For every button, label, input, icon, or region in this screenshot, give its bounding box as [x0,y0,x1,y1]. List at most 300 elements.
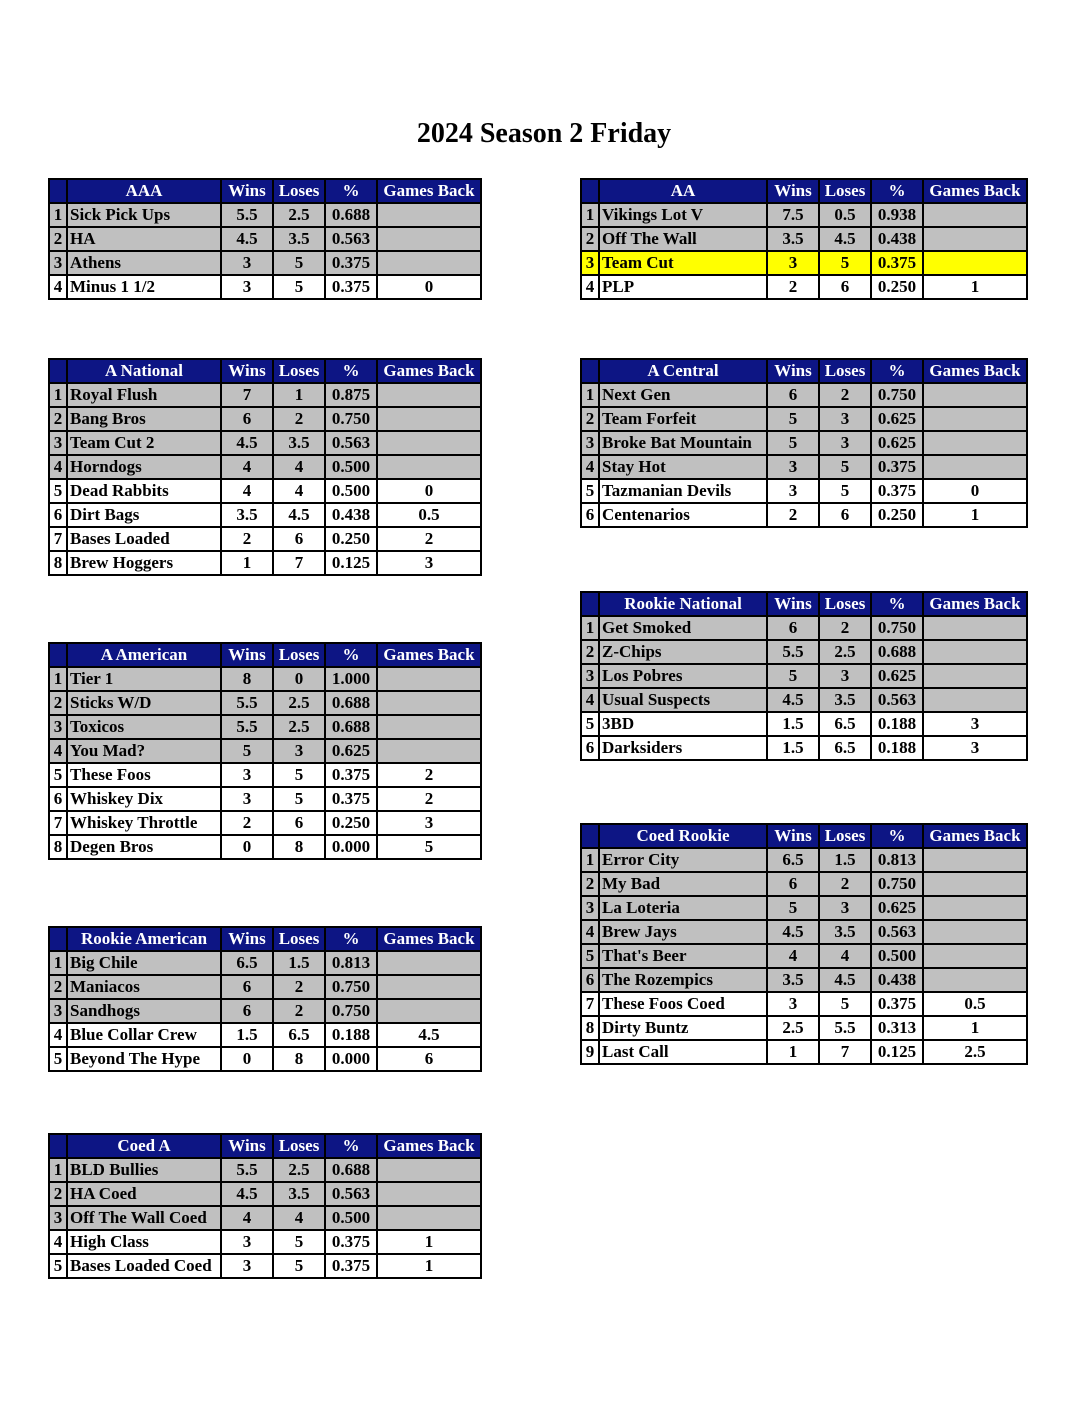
pct-cell: 0.688 [325,1158,377,1182]
games-back-cell [377,1206,481,1230]
table-row [581,872,1027,896]
wins-cell: 3 [221,251,273,275]
table-row [581,968,1027,992]
rank-cell: 2 [49,227,67,251]
table-row [49,999,481,1023]
team-name-cell: Blue Collar Crew [67,1023,221,1047]
pct-cell: 0.375 [325,275,377,299]
header-wins: Wins [767,592,819,616]
games-back-cell [923,455,1027,479]
loses-cell: 8 [273,1047,325,1071]
loses-cell: 0.5 [819,203,871,227]
pct-cell: 0.000 [325,1047,377,1071]
team-name-cell: Royal Flush [67,383,221,407]
pct-cell: 0.813 [325,951,377,975]
team-name-cell: Stay Hot [599,455,767,479]
wins-cell: 5 [767,431,819,455]
wins-cell: 5.5 [767,640,819,664]
header-wins: Wins [221,179,273,203]
games-back-cell [377,951,481,975]
wins-cell: 1 [767,1040,819,1064]
wins-cell: 6.5 [767,848,819,872]
team-name-cell: Tier 1 [67,667,221,691]
loses-cell: 6.5 [273,1023,325,1047]
header-rank [49,179,67,203]
team-name-cell: Minus 1 1/2 [67,275,221,299]
rank-cell: 7 [49,527,67,551]
wins-cell: 4.5 [767,688,819,712]
loses-cell: 2 [819,872,871,896]
games-back-cell [923,664,1027,688]
pct-cell: 0.250 [871,275,923,299]
header-wins: Wins [767,179,819,203]
team-name-cell: Sticks W/D [67,691,221,715]
wins-cell: 5.5 [221,203,273,227]
games-back-cell [923,431,1027,455]
games-back-cell: 6 [377,1047,481,1071]
pct-cell: 0.563 [325,431,377,455]
header-pct: % [325,179,377,203]
header-wins: Wins [221,643,273,667]
pct-cell: 0.750 [871,616,923,640]
loses-cell: 2 [819,383,871,407]
loses-cell: 5 [273,787,325,811]
pct-cell: 0.188 [871,736,923,760]
header-loses: Loses [273,179,325,203]
wins-cell: 0 [221,1047,273,1071]
table-row [49,1206,481,1230]
pct-cell: 0.500 [325,455,377,479]
loses-cell: 1.5 [273,951,325,975]
loses-cell: 2 [819,616,871,640]
pct-cell: 0.313 [871,1016,923,1040]
rank-cell: 1 [581,383,599,407]
games-back-cell [377,227,481,251]
table-row [49,975,481,999]
games-back-cell [377,1158,481,1182]
pct-cell: 0.563 [871,920,923,944]
loses-cell: 6 [819,503,871,527]
rank-cell: 3 [49,999,67,1023]
pct-cell: 0.125 [325,551,377,575]
header-games-back: Games Back [377,179,481,203]
header-wins: Wins [767,359,819,383]
header-row [581,179,1027,203]
pct-cell: 0.688 [325,715,377,739]
wins-cell: 4 [221,1206,273,1230]
team-name-cell: Vikings Lot V [599,203,767,227]
standings-table-a-american [48,642,482,860]
wins-cell: 8 [221,667,273,691]
pct-cell: 0.375 [871,251,923,275]
header-loses: Loses [819,179,871,203]
header-loses: Loses [273,643,325,667]
wins-cell: 6 [221,407,273,431]
games-back-cell [377,999,481,1023]
table-row [581,203,1027,227]
rank-cell: 5 [49,1254,67,1278]
team-name-cell: Broke Bat Mountain [599,431,767,455]
rank-cell: 9 [581,1040,599,1064]
loses-cell: 7 [273,551,325,575]
wins-cell: 2.5 [767,1016,819,1040]
pct-cell: 0.500 [325,479,377,503]
rank-cell: 7 [49,811,67,835]
loses-cell: 4 [273,455,325,479]
team-name-cell: These Foos Coed [599,992,767,1016]
wins-cell: 5.5 [221,715,273,739]
standings-table-a-central [580,358,1028,528]
rank-cell: 4 [49,739,67,763]
games-back-cell [377,667,481,691]
pct-cell: 0.188 [325,1023,377,1047]
loses-cell: 5 [819,455,871,479]
wins-cell: 3.5 [767,227,819,251]
games-back-cell [923,920,1027,944]
wins-cell: 0 [221,835,273,859]
loses-cell: 1.5 [819,848,871,872]
rank-cell: 5 [49,763,67,787]
loses-cell: 2.5 [273,203,325,227]
games-back-cell: 4.5 [377,1023,481,1047]
table-row [49,503,481,527]
wins-cell: 5 [767,896,819,920]
games-back-cell [923,968,1027,992]
rank-cell: 6 [581,968,599,992]
team-name-cell: Bases Loaded Coed [67,1254,221,1278]
header-division-name: Rookie National [599,592,767,616]
team-name-cell: These Foos [67,763,221,787]
wins-cell: 3 [221,763,273,787]
header-rank [581,359,599,383]
pct-cell: 0.375 [325,787,377,811]
pct-cell: 0.938 [871,203,923,227]
wins-cell: 1.5 [767,712,819,736]
loses-cell: 2.5 [273,691,325,715]
header-division-name: A National [67,359,221,383]
table-row [49,787,481,811]
games-back-cell [923,407,1027,431]
pct-cell: 0.375 [325,1254,377,1278]
loses-cell: 6.5 [819,712,871,736]
loses-cell: 3.5 [273,227,325,251]
rank-cell: 4 [49,1230,67,1254]
rank-cell: 4 [581,920,599,944]
pct-cell: 0.688 [325,203,377,227]
pct-cell: 0.375 [871,992,923,1016]
header-pct: % [325,1134,377,1158]
header-wins: Wins [221,927,273,951]
table-row [49,551,481,575]
wins-cell: 1.5 [767,736,819,760]
rank-cell: 5 [581,479,599,503]
table-row [581,944,1027,968]
header-row [49,359,481,383]
rank-cell: 3 [581,431,599,455]
pct-cell: 0.000 [325,835,377,859]
rank-cell: 5 [581,944,599,968]
loses-cell: 7 [819,1040,871,1064]
rank-cell: 8 [581,1016,599,1040]
team-name-cell: High Class [67,1230,221,1254]
wins-cell: 4.5 [221,227,273,251]
team-name-cell: 3BD [599,712,767,736]
header-rank [49,1134,67,1158]
pct-cell: 0.625 [871,431,923,455]
games-back-cell [377,975,481,999]
table-row [49,715,481,739]
loses-cell: 2.5 [273,715,325,739]
pct-cell: 0.625 [325,739,377,763]
loses-cell: 3 [273,739,325,763]
rank-cell: 1 [49,667,67,691]
team-name-cell: Los Pobres [599,664,767,688]
header-pct: % [325,359,377,383]
table-row [49,455,481,479]
loses-cell: 3 [819,664,871,688]
rank-cell: 2 [581,640,599,664]
wins-cell: 2 [767,275,819,299]
rank-cell: 2 [581,227,599,251]
standings-table-rookie-national [580,591,1028,761]
table-row [581,479,1027,503]
games-back-cell [377,455,481,479]
table-row [49,203,481,227]
wins-cell: 3 [221,1254,273,1278]
wins-cell: 3.5 [221,503,273,527]
pct-cell: 0.625 [871,407,923,431]
loses-cell: 5 [273,251,325,275]
rank-cell: 6 [581,736,599,760]
games-back-cell: 0 [377,275,481,299]
table-row [581,712,1027,736]
team-name-cell: Athens [67,251,221,275]
loses-cell: 2.5 [273,1158,325,1182]
team-name-cell: Toxicos [67,715,221,739]
table-row [581,920,1027,944]
table-row [49,763,481,787]
header-row [581,359,1027,383]
games-back-cell [923,872,1027,896]
loses-cell: 6 [273,811,325,835]
rank-cell: 5 [581,712,599,736]
team-name-cell: PLP [599,275,767,299]
pct-cell: 0.375 [325,251,377,275]
header-loses: Loses [273,1134,325,1158]
pct-cell: 0.750 [325,407,377,431]
rank-cell: 7 [581,992,599,1016]
table-row [581,736,1027,760]
games-back-cell [377,691,481,715]
header-pct: % [325,643,377,667]
pct-cell: 1.000 [325,667,377,691]
header-games-back: Games Back [923,824,1027,848]
loses-cell: 6 [273,527,325,551]
team-name-cell: Big Chile [67,951,221,975]
pct-cell: 0.375 [871,455,923,479]
table-row [581,503,1027,527]
wins-cell: 3 [767,251,819,275]
header-games-back: Games Back [923,592,1027,616]
wins-cell: 3.5 [767,968,819,992]
table-row [581,848,1027,872]
header-loses: Loses [819,359,871,383]
table-row [581,251,1027,275]
header-loses: Loses [819,592,871,616]
wins-cell: 2 [221,811,273,835]
team-name-cell: Off The Wall Coed [67,1206,221,1230]
games-back-cell [377,739,481,763]
pct-cell: 0.375 [325,763,377,787]
games-back-cell: 0 [923,479,1027,503]
games-back-cell [377,715,481,739]
games-back-cell [923,944,1027,968]
rank-cell: 2 [49,691,67,715]
team-name-cell: HA Coed [67,1182,221,1206]
team-name-cell: Whiskey Dix [67,787,221,811]
pct-cell: 0.563 [325,227,377,251]
wins-cell: 4 [767,944,819,968]
games-back-cell: 0.5 [377,503,481,527]
games-back-cell [377,251,481,275]
header-wins: Wins [767,824,819,848]
team-name-cell: Usual Suspects [599,688,767,712]
games-back-cell [923,688,1027,712]
team-name-cell: Sick Pick Ups [67,203,221,227]
loses-cell: 6 [819,275,871,299]
table-row [49,811,481,835]
standings-table-aaa [48,178,482,300]
team-name-cell: That's Beer [599,944,767,968]
rank-cell: 3 [49,715,67,739]
table-row [581,616,1027,640]
wins-cell: 6.5 [221,951,273,975]
wins-cell: 7 [221,383,273,407]
table-row [49,951,481,975]
games-back-cell: 3 [377,811,481,835]
loses-cell: 5 [273,763,325,787]
loses-cell: 3 [819,407,871,431]
header-games-back: Games Back [923,179,1027,203]
page-title: 2024 Season 2 Friday [416,118,672,149]
wins-cell: 6 [221,975,273,999]
header-pct: % [325,927,377,951]
team-name-cell: Centenarios [599,503,767,527]
rank-cell: 5 [49,479,67,503]
loses-cell: 5 [819,992,871,1016]
table-row [581,688,1027,712]
table-row [49,739,481,763]
team-name-cell: Team Forfeit [599,407,767,431]
loses-cell: 0 [273,667,325,691]
table-row [49,431,481,455]
header-loses: Loses [273,927,325,951]
wins-cell: 5 [221,739,273,763]
header-wins: Wins [221,1134,273,1158]
pct-cell: 0.750 [325,975,377,999]
standings-table-rookie-american [48,926,482,1072]
header-row [49,643,481,667]
loses-cell: 4.5 [273,503,325,527]
table-row [49,667,481,691]
rank-cell: 4 [49,1023,67,1047]
table-row [581,275,1027,299]
header-pct: % [871,824,923,848]
games-back-cell: 0 [377,479,481,503]
wins-cell: 2 [767,503,819,527]
wins-cell: 6 [767,383,819,407]
header-loses: Loses [273,359,325,383]
header-rank [581,592,599,616]
wins-cell: 7.5 [767,203,819,227]
loses-cell: 3 [819,431,871,455]
team-name-cell: Brew Jays [599,920,767,944]
pct-cell: 0.500 [325,1206,377,1230]
wins-cell: 4 [221,455,273,479]
rank-cell: 8 [49,835,67,859]
rank-cell: 1 [49,1158,67,1182]
header-games-back: Games Back [377,643,481,667]
pct-cell: 0.438 [871,227,923,251]
wins-cell: 6 [221,999,273,1023]
loses-cell: 4.5 [819,968,871,992]
games-back-cell: 1 [923,503,1027,527]
games-back-cell [923,640,1027,664]
wins-cell: 4.5 [221,431,273,455]
games-back-cell [377,383,481,407]
loses-cell: 6.5 [819,736,871,760]
games-back-cell: 1 [377,1254,481,1278]
wins-cell: 3 [767,992,819,1016]
pct-cell: 0.250 [871,503,923,527]
table-row [49,1254,481,1278]
loses-cell: 5.5 [819,1016,871,1040]
header-rank [49,927,67,951]
header-games-back: Games Back [377,1134,481,1158]
pct-cell: 0.563 [871,688,923,712]
rank-cell: 3 [581,896,599,920]
games-back-cell: 3 [923,736,1027,760]
header-row [49,927,481,951]
rank-cell: 1 [581,848,599,872]
loses-cell: 4 [819,944,871,968]
header-games-back: Games Back [923,359,1027,383]
games-back-cell: 3 [377,551,481,575]
games-back-cell [923,896,1027,920]
header-rank [49,359,67,383]
pct-cell: 0.500 [871,944,923,968]
games-back-cell: 2 [377,527,481,551]
rank-cell: 4 [49,455,67,479]
rank-cell: 3 [581,664,599,688]
table-row [581,664,1027,688]
table-row [49,1158,481,1182]
table-row [49,479,481,503]
loses-cell: 2 [273,999,325,1023]
games-back-cell [377,407,481,431]
table-row [581,1040,1027,1064]
pct-cell: 0.563 [325,1182,377,1206]
loses-cell: 2 [273,407,325,431]
table-row [49,251,481,275]
team-name-cell: Brew Hoggers [67,551,221,575]
header-division-name: Coed Rookie [599,824,767,848]
team-name-cell: Whiskey Throttle [67,811,221,835]
games-back-cell: 2.5 [923,1040,1027,1064]
rank-cell: 3 [581,251,599,275]
rank-cell: 1 [49,203,67,227]
rank-cell: 1 [581,203,599,227]
